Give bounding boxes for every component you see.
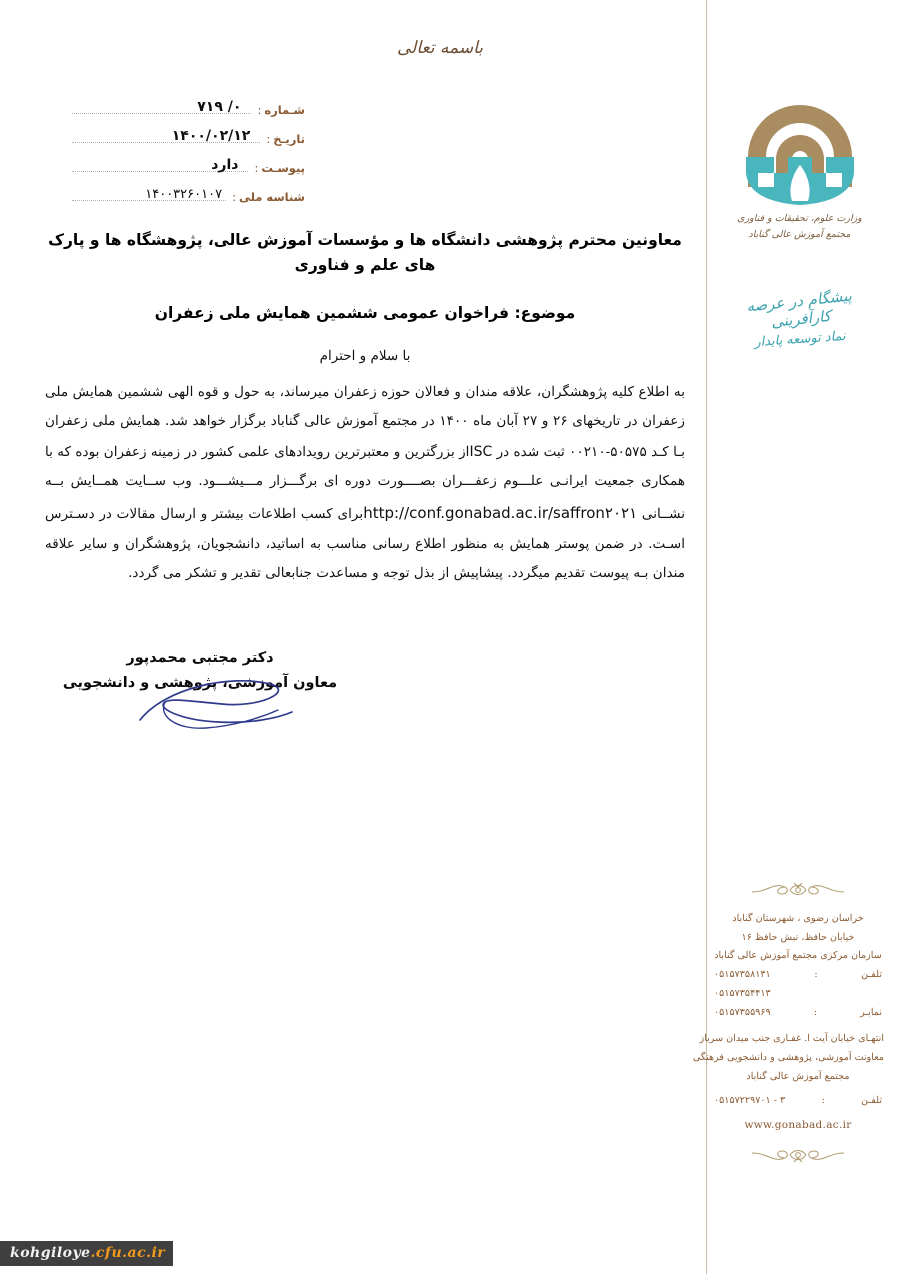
address-line: معاونت آموزشی، پژوهشی و دانشجویی فرهنگی	[692, 1051, 884, 1063]
address-line: خیابان حافظ، نبش حافظ ۱۶	[741, 931, 855, 943]
logo-caption	[717, 211, 882, 242]
institution-slogan	[720, 286, 880, 351]
bismillah-heading: باسمه تعالی	[397, 38, 483, 58]
footer-contact-block	[692, 880, 884, 1165]
meta-value-attachment: دارد	[211, 157, 239, 173]
footer-phones-2	[712, 1092, 884, 1111]
contact-value: ۰۵۱۵۷۳۵۸۱۳۱	[714, 969, 771, 981]
paragraph-text-part1: به اطلاع کلیه پژوهشگران، علاقه مندان و فعالان حوزه زعفران میرساند، به حول و قوه الهی ششمین همایش ملی زعفران در تاریخهای ۲۶ و ۲۷ آبان ماه ۱۴۰۰ در مجتمع آموزش عالی گناباد برگزار خواهد شد. همایش ملی زعفران بـا کـد ۵۰۵۷۵-۰۰۲۱۰ ثبت شده در	[45, 383, 685, 460]
meta-leader-line	[72, 187, 226, 202]
contact-value: ۰۵۱۵۷۲۲۹۷۰۱ - ۳	[714, 1095, 786, 1107]
logo-caption-institution: مجتمع آموزش عالی گناباد	[748, 228, 851, 240]
meta-row-date	[70, 128, 305, 161]
gonabad-university-logo-icon	[730, 95, 870, 207]
footer-website-link[interactable]: www.gonabad.ac.ir	[744, 1119, 852, 1132]
meta-row-attachment	[70, 157, 305, 190]
meta-label-date: تاریـخ	[273, 132, 305, 146]
contact-row-phone	[712, 966, 884, 985]
contact-row-fax	[712, 1004, 884, 1023]
address-line: خراسان رضوی ، شهرستان گناباد	[732, 913, 864, 924]
meta-colon: :	[257, 103, 262, 117]
slogan-line-2: نماد توسعه پایدار	[753, 328, 847, 351]
contact-value: ۰۵۱۵۷۳۵۵۹۶۹	[714, 1006, 771, 1018]
footer-address-block-1	[712, 910, 884, 966]
column-divider	[706, 0, 707, 1274]
contact-colon: :	[814, 969, 818, 981]
meta-row-national-id	[70, 187, 305, 219]
letter-meta-fields	[70, 99, 305, 219]
address-line: انتهـای خیابان آیت ا. غفـاری جنب میدان سرباز	[699, 1033, 884, 1045]
contact-key: تلفـن	[861, 969, 882, 981]
meta-leader-line	[72, 128, 260, 144]
paragraph-text-part3: برای کسب اطلاعات بیشتر و ارسال مقالات در دسـترس اسـت. در ضمن پوستر همایش به منظور اطلاع رسانی مناسب به اساتید، دانشجویان، پژوهشگران و سایر علاقه مندان بـه پیوست تقدیم میگردد. پیشاپیش از بذل توجه و مساعدت جنابعالی تقدیر و تشکر می گردد.	[45, 506, 685, 582]
ornament-divider-icon	[748, 880, 848, 900]
meta-colon: :	[232, 190, 236, 204]
watermark-primary-text: kohgiloye	[10, 1245, 91, 1261]
contact-key: نمابـر	[860, 1006, 882, 1018]
contact-row-phone-secondary	[712, 985, 884, 1004]
meta-leader-line	[72, 99, 251, 115]
meta-label-attachment: پیوسـت	[261, 161, 305, 175]
institution-logo-block	[717, 95, 882, 242]
contact-colon: :	[821, 1095, 825, 1107]
contact-row-phone	[712, 1092, 884, 1111]
letter-subject: موضوع: فراخوان عمومی ششمین همایش ملی زعفران	[154, 303, 576, 322]
letter-paragraph	[45, 378, 685, 589]
watermark-secondary-text: .cfu.ac.ir	[90, 1245, 166, 1261]
meta-colon: :	[266, 132, 271, 146]
logo-caption-ministry: وزارت علوم، تحقیقات و فناوری	[737, 213, 862, 224]
meta-leader-line	[72, 157, 248, 173]
site-watermark	[0, 1241, 173, 1266]
slogan-line-1: پیشگام در عرصه کارآفرینی	[745, 286, 853, 332]
contact-colon: :	[813, 1006, 817, 1018]
meta-label-number: شـماره	[264, 103, 305, 117]
signatory-name: دکتر مجتبی محمدپور	[126, 650, 274, 666]
meta-value-number: ۰/ ۷۱۹	[197, 99, 242, 115]
ornament-divider-bottom-icon	[748, 1145, 848, 1165]
isc-label: ISC	[469, 443, 493, 460]
contact-key: تلفـن	[861, 1095, 882, 1107]
conference-website-link[interactable]: http://conf.gonabad.ac.ir/saffron۲۰۲۱	[363, 504, 638, 523]
address-line: مجتمع آموزش عالی گناباد	[746, 1070, 850, 1082]
meta-colon: :	[254, 161, 259, 175]
address-line: سازمان مرکزی مجتمع آموزش عالی گناباد	[714, 950, 882, 962]
letter-body	[45, 228, 685, 589]
signature-block	[60, 650, 340, 691]
meta-value-national-id: ۱۴۰۰۳۲۶۰۱۰۷	[145, 187, 223, 202]
meta-value-date: ۱۴۰۰/۰۲/۱۲	[171, 128, 251, 144]
paragraph-text-part2: از بزرگترین و معتبرترین رویدادهای علمی کشور در زمینه زعفران بوده که با همکاری جمعیت ایرانـی علـــوم زعفـــران بصــــورت دوره ای برگـــزار مـــیشـــود. وب ســایت همــایش بــه نشــانی	[45, 443, 685, 523]
meta-label-national-id: شناسه ملی	[238, 190, 305, 204]
letter-addressee: معاونین محترم پژوهشی دانشگاه ها و مؤسسات آموزش عالی، پژوهشگاه ها و پارک های علم و فناوری	[48, 231, 682, 274]
footer-phones-1	[712, 966, 884, 1022]
signatory-title: معاون آموزشی، پژوهشی و دانشجویی	[62, 675, 338, 691]
footer-address-block-2	[692, 1030, 884, 1086]
letter-salutation: با سلام و احترام	[319, 347, 411, 364]
contact-value: ۰۵۱۵۷۳۵۴۴۱۳	[714, 987, 771, 999]
